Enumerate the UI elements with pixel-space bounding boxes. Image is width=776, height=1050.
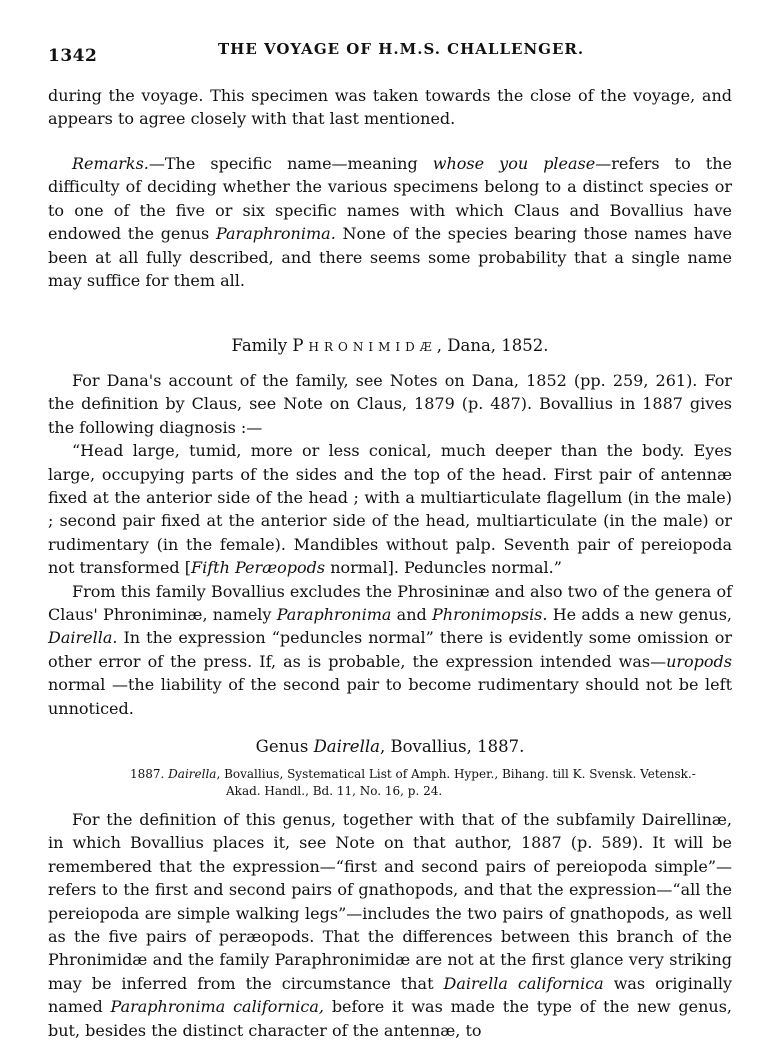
genus-definition-text: For the definition of this genus, together with that of the subfamily Dairellinæ, in which Bovallius places it, see Note on that author, 1887 (p. 589). It will be remembered that the expression—“first and second pairs of pereiopoda simple”—refers to the first and second pairs of gnathopods, and that the expression—“all the pereiopoda are simple walking legs”—includes the two pairs of gnathopods, as well as the five pairs of peræopods. That the differences between this branch of the Phronimidæ and the family Paraphronimidæ are not at the first glance very striking may be inferred from the circumstance that Dairella californica was originally named Paraphronima californica, before it was made the type of the new genus, but, besides the distinct character of the antennæ, to <box>48 810 733 1040</box>
excludes-text: From this family Bovallius excludes the Phrosininæ and also two of the genera of Claus' Phroniminæ, namely Paraphronima and Phronimopsis. He adds a new genus, Dairella. In the expression “peduncles normal” there is evidently some omission or other error of the press. If, as is probable, the expression intended was—uropods normal —the liability of the second pair to become rudimentary should not be left unnoticed. <box>48 581 733 718</box>
genus-citation: 1887. Dairella, Bovallius, Systematical List of Amph. Hyper., Bihang. till K. Svensk. Vetensk.- Akad. Handl., Bd. 11, No. 16, p. 24. <box>130 767 696 798</box>
page-number: 1342 <box>48 46 98 66</box>
remarks-text: Remarks.—The specific name—meaning whose you please—refers to the difficulty of deciding whether the various specimens belong to a distinct species or to one of the five or six specific names with which Claus and Bovallius have endowed the genus Paraphronima. None of the species bearing those names have been at all fully described, and there seems some probability that a single name may suffice for them all. <box>48 154 733 291</box>
family-heading: Family Phronimidæ, Dana, 1852. <box>231 336 549 355</box>
paragraph-continuation <box>48 84 732 131</box>
family-section <box>48 369 732 720</box>
diagnosis-quote: “Head large, tumid, more or less conical, much deeper than the body. Eyes large, occupying parts of the sides and the top of the head. First pair of antennæ fixed at the anterior side of the head ; with a multiarticulate flagellum (in the male) ; second pair fixed at the anterior side of the head, multiarticulate (in the male) or rudimentary (in the female). Mandibles without palp. Seventh pair of pereiopoda not transformed [Fifth Peræopods normal]. Peduncles normal.” <box>48 441 732 578</box>
family-name: Phronimidæ <box>292 336 437 355</box>
paragraph-remarks <box>48 152 732 292</box>
genus-section <box>48 808 732 1042</box>
paragraph-text: during the voyage. This specimen was taken towards the close of the voyage, and appears to agree closely with that last mentioned. <box>48 86 732 129</box>
family-intro-text: For Dana's account of the family, see Notes on Dana, 1852 (pp. 259, 261). For the definition by Claus, see Note on Claus, 1879 (p. 487). Bovallius in 1887 gives the following diagnosis :— <box>48 371 732 437</box>
page-header <box>48 40 736 68</box>
genus-heading: Genus Dairella, Bovallius, 1887. <box>255 737 525 756</box>
genus-name: Dairella <box>313 737 380 756</box>
remarks-lead: Remarks. <box>72 154 149 173</box>
running-head: THE VOYAGE OF H.M.S. CHALLENGER. <box>218 40 585 58</box>
